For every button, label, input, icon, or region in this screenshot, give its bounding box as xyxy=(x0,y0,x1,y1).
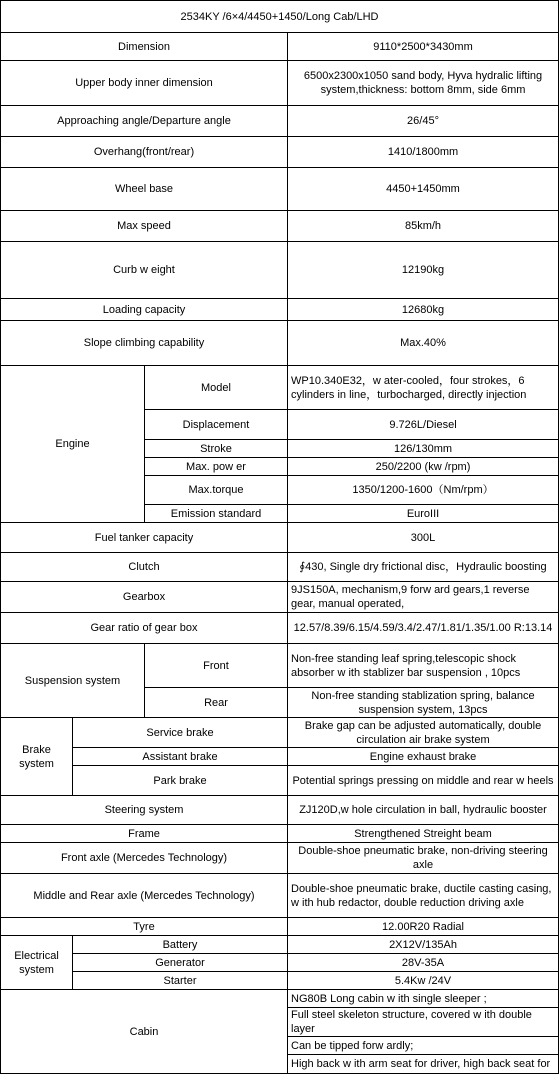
starter-label: Starter xyxy=(73,972,288,990)
table-title: 2534KY /6×4/4450+1450/Long Cab/LHD xyxy=(1,1,559,33)
table-row xyxy=(1,553,559,582)
brake-system-label: Brake system xyxy=(1,718,73,796)
stroke-value: 126/130mm xyxy=(288,440,559,458)
rear-axle-value: Double-shoe pneumatic brake, ductile casting casing, w ith hub redactor, double reduction driving axle xyxy=(288,874,559,918)
max-torque-value: 1350/1200-1600（Nm/rpm） xyxy=(288,476,559,505)
gear-ratio-label: Gear ratio of gear box xyxy=(1,613,288,644)
table-row xyxy=(1,137,559,168)
angle-value: 26/45° xyxy=(288,106,559,137)
generator-label: Generator xyxy=(73,954,288,972)
max-power-value: 250/2200 (kw /rpm) xyxy=(288,458,559,476)
park-brake-value: Potential springs pressing on middle and rear w heels xyxy=(288,766,559,796)
table-row xyxy=(1,874,559,918)
table-row xyxy=(1,990,559,1008)
assistant-brake-label: Assistant brake xyxy=(73,748,288,766)
fuel-label: Fuel tanker capacity xyxy=(1,523,288,553)
inner-dimension-label: Upper body inner dimension xyxy=(1,61,288,106)
gearbox-label: Gearbox xyxy=(1,582,288,613)
gearbox-value: 9JS150A, mechanism,9 forw ard gears,1 reverse gear, manual operated, xyxy=(288,582,559,613)
suspension-front-value: Non-free standing leaf spring,telescopic shock absorber w ith stablizer bar suspension , 10pcs xyxy=(288,644,559,688)
table-row xyxy=(1,168,559,211)
table-row xyxy=(1,242,559,299)
table-row xyxy=(1,33,559,61)
max-speed-value: 85km/h xyxy=(288,211,559,242)
front-axle-value: Double-shoe pneumatic brake, non-driving steering axle xyxy=(288,843,559,874)
table-row xyxy=(1,954,559,972)
table-row xyxy=(1,748,559,766)
table-row xyxy=(1,972,559,990)
service-brake-value: Brake gap can be adjusted automatically, double circulation air brake system xyxy=(288,718,559,748)
gear-ratio-value: 12.57/8.39/6.15/4.59/3.4/2.47/1.81/1.35/1.00 R:13.14 xyxy=(288,613,559,644)
table-row xyxy=(1,918,559,936)
overhang-label: Overhang(front/rear) xyxy=(1,137,288,168)
table-row xyxy=(1,106,559,137)
cabin-line: Full steel skeleton structure, covered w ith double layer xyxy=(288,1008,559,1037)
cabin-line: High back w ith arm seat for driver, high back seat for xyxy=(288,1055,559,1074)
stroke-label: Stroke xyxy=(145,440,288,458)
table-row xyxy=(1,523,559,553)
curb-weight-label: Curb w eight xyxy=(1,242,288,299)
suspension-label: Suspension system xyxy=(1,644,145,718)
emission-value: EuroIII xyxy=(288,505,559,523)
suspension-rear-label: Rear xyxy=(145,688,288,718)
wheelbase-label: Wheel base xyxy=(1,168,288,211)
table-row xyxy=(1,366,559,410)
table-row xyxy=(1,796,559,825)
loading-capacity-value: 12680kg xyxy=(288,299,559,321)
cabin-label: Cabin xyxy=(1,990,288,1074)
service-brake-label: Service brake xyxy=(73,718,288,748)
front-axle-label: Front axle (Mercedes Technology) xyxy=(1,843,288,874)
table-row xyxy=(1,766,559,796)
cabin-line: Can be tipped forw ardly; xyxy=(288,1037,559,1055)
slope-value: Max.40% xyxy=(288,321,559,366)
angle-label: Approaching angle/Departure angle xyxy=(1,106,288,137)
max-power-label: Max. pow er xyxy=(145,458,288,476)
tyre-label: Tyre xyxy=(1,918,288,936)
battery-value: 2X12V/135Ah xyxy=(288,936,559,954)
loading-capacity-label: Loading capacity xyxy=(1,299,288,321)
engine-model-label: Model xyxy=(145,366,288,410)
inner-dimension-value: 6500x2300x1050 sand body, Hyva hydralic lifting system,thickness: bottom 8mm, side 6mm xyxy=(288,61,559,106)
table-row xyxy=(1,936,559,954)
table-row xyxy=(1,644,559,688)
engine-model-value: WP10.340E32，w ater-cooled，four strokes，6 cylinders in line，turbocharged, directly injection xyxy=(288,366,559,410)
generator-value: 28V-35A xyxy=(288,954,559,972)
displacement-value: 9.726L/Diesel xyxy=(288,410,559,440)
frame-label: Frame xyxy=(1,825,288,843)
steering-label: Steering system xyxy=(1,796,288,825)
title-row xyxy=(1,1,559,33)
clutch-label: Clutch xyxy=(1,553,288,582)
table-row xyxy=(1,718,559,748)
emission-label: Emission standard xyxy=(145,505,288,523)
suspension-front-label: Front xyxy=(145,644,288,688)
table-row xyxy=(1,582,559,613)
table-row xyxy=(1,211,559,242)
battery-label: Battery xyxy=(73,936,288,954)
dimension-label: Dimension xyxy=(1,33,288,61)
park-brake-label: Park brake xyxy=(73,766,288,796)
cabin-line: NG80B Long cabin w ith single sleeper ; xyxy=(288,990,559,1008)
table-row xyxy=(1,843,559,874)
starter-value: 5.4Kw /24V xyxy=(288,972,559,990)
table-row xyxy=(1,61,559,106)
suspension-rear-value: Non-free standing stablization spring, balance suspension system, 13pcs xyxy=(288,688,559,718)
assistant-brake-value: Engine exhaust brake xyxy=(288,748,559,766)
displacement-label: Displacement xyxy=(145,410,288,440)
slope-label: Slope climbing capability xyxy=(1,321,288,366)
table-row xyxy=(1,321,559,366)
dimension-value: 9110*2500*3430mm xyxy=(288,33,559,61)
clutch-value: ∮430, Single dry frictional disc，Hydraulic boosting xyxy=(288,553,559,582)
frame-value: Strengthened Streight beam xyxy=(288,825,559,843)
electrical-system-label: Electrical system xyxy=(1,936,73,990)
table-row xyxy=(1,299,559,321)
table-row xyxy=(1,613,559,644)
rear-axle-label: Middle and Rear axle (Mercedes Technology) xyxy=(1,874,288,918)
table-row xyxy=(1,825,559,843)
wheelbase-value: 4450+1450mm xyxy=(288,168,559,211)
steering-value: ZJ120D,w hole circulation in ball, hydraulic booster xyxy=(288,796,559,825)
tyre-value: 12.00R20 Radial xyxy=(288,918,559,936)
curb-weight-value: 12190kg xyxy=(288,242,559,299)
max-torque-label: Max.torque xyxy=(145,476,288,505)
overhang-value: 1410/1800mm xyxy=(288,137,559,168)
max-speed-label: Max speed xyxy=(1,211,288,242)
fuel-value: 300L xyxy=(288,523,559,553)
engine-label: Engine xyxy=(1,366,145,523)
